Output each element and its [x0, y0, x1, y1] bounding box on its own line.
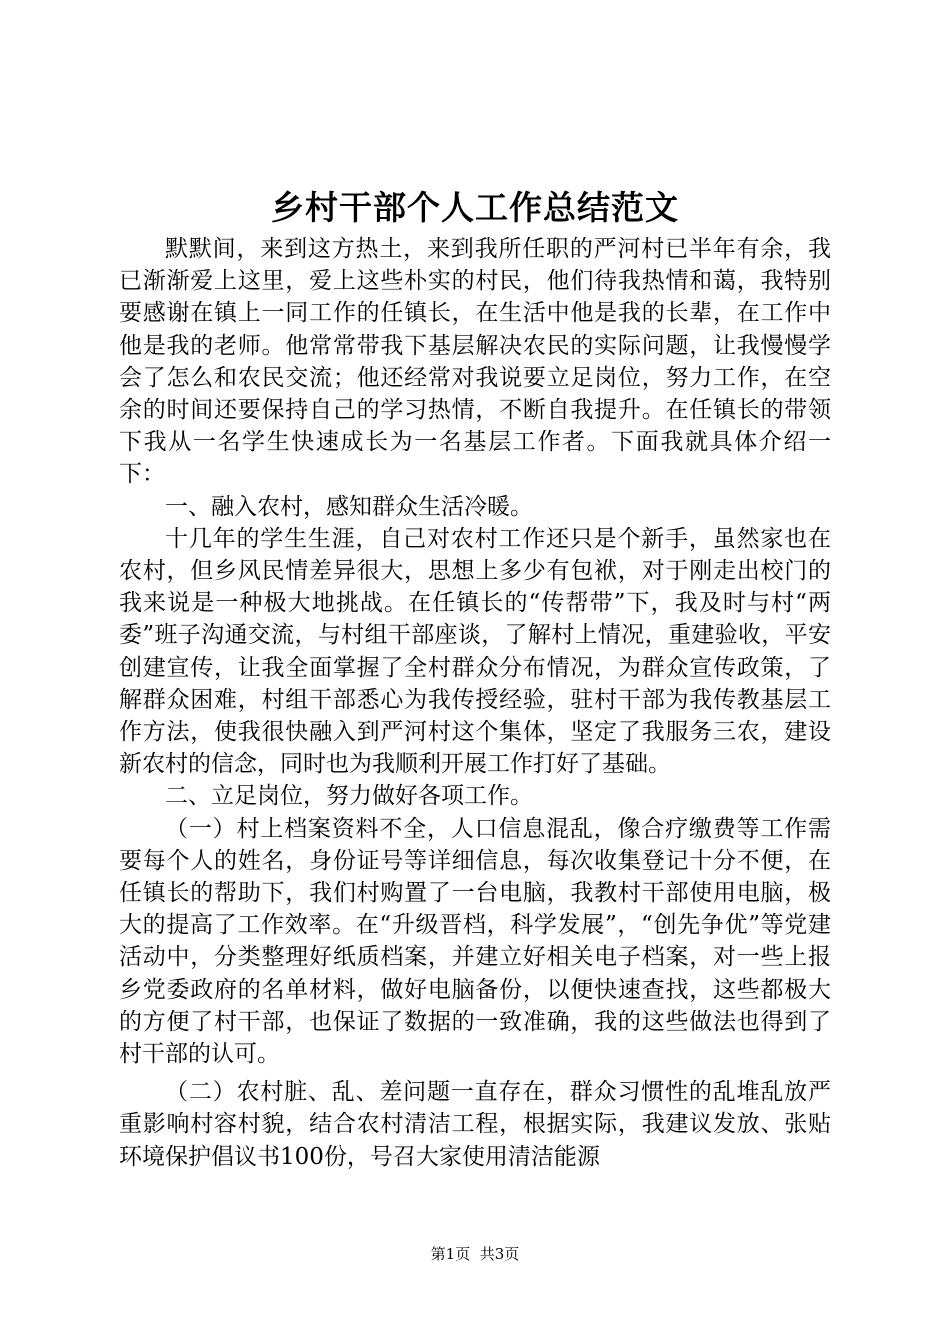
document-title: 乡村干部个人工作总结范文: [271, 188, 679, 227]
paragraph-item-2: （二）农村脏、乱、差问题一直存在，群众习惯性的乱堆乱放严重影响村容村貌，结合农村清洁工程，根据实际，我建议发放、张贴环境保护倡议书100份，号召大家使用清洁能源: [119, 1079, 831, 1170]
document-body: [119, 233, 831, 1173]
heading-section-1: 一、融入农村，感知群众生活冷暖。: [165, 493, 533, 520]
paragraph-item-1: （一）村上档案资料不全，人口信息混乱，像合疗缴费等工作需要每个人的姓名，身份证号等详细信息，每次收集登记十分不便，在任镇长的帮助下，我们村购置了一台电脑，我教村干部使用电脑，极大的提高了工作效率。在“升级晋档，科学发展”，“创先争优”等党建活动中，分类整理好纸质档案，并建立好相关电子档案，对一些上报乡党委政府的名单材料，做好电脑备份，以便快速查找，这些都极大的方便了村干部，也保证了数据的一致准确，我的这些做法也得到了村干部的认可。: [119, 815, 831, 1068]
page-number: 第1页: [430, 1245, 471, 1263]
paragraph-intro: 默默间，来到这方热土，来到我所任职的严河村已半年有余，我已渐渐爱上这里，爱上这些朴实的村民，他们待我热情和蔼，我特别要感谢在镇上一同工作的任镇长，在生活中他是我的长辈，在工作中他是我的老师。他常常带我下基层解决农民的实际问题，让我慢慢学会了怎么和农民交流；他还经常对我说要立足岗位，努力工作，在空余的时间还要保持自己的学习热情，不断自我提升。在任镇长的带领下我从一名学生快速成长为一名基层工作者。下面我就具体介绍一下：: [119, 236, 831, 488]
heading-section-2: 二、立足岗位，努力做好各项工作。: [165, 783, 533, 810]
page-total: 共3页: [479, 1245, 520, 1263]
paragraph-section-1: 十几年的学生生涯，自己对农村工作还只是个新手，虽然家也在农村，但乡风民情差异很大，思想上多少有包袱，对于刚走出校门的我来说是一种极大地挑战。在任镇长的“传帮带”下，我及时与村“两委”班子沟通交流，与村组干部座谈，了解村上情况，重建验收，平安创建宣传，让我全面掌握了全村群众分布情况，为群众宣传政策，了解群众困难，村组干部悉心为我传授经验，驻村干部为我传教基层工作方法，使我很快融入到严河村这个集体，坚定了我服务三农，建设新农村的信念，同时也为我顺利开展工作打好了基础。: [119, 525, 831, 778]
page-footer: [0, 1244, 950, 1264]
